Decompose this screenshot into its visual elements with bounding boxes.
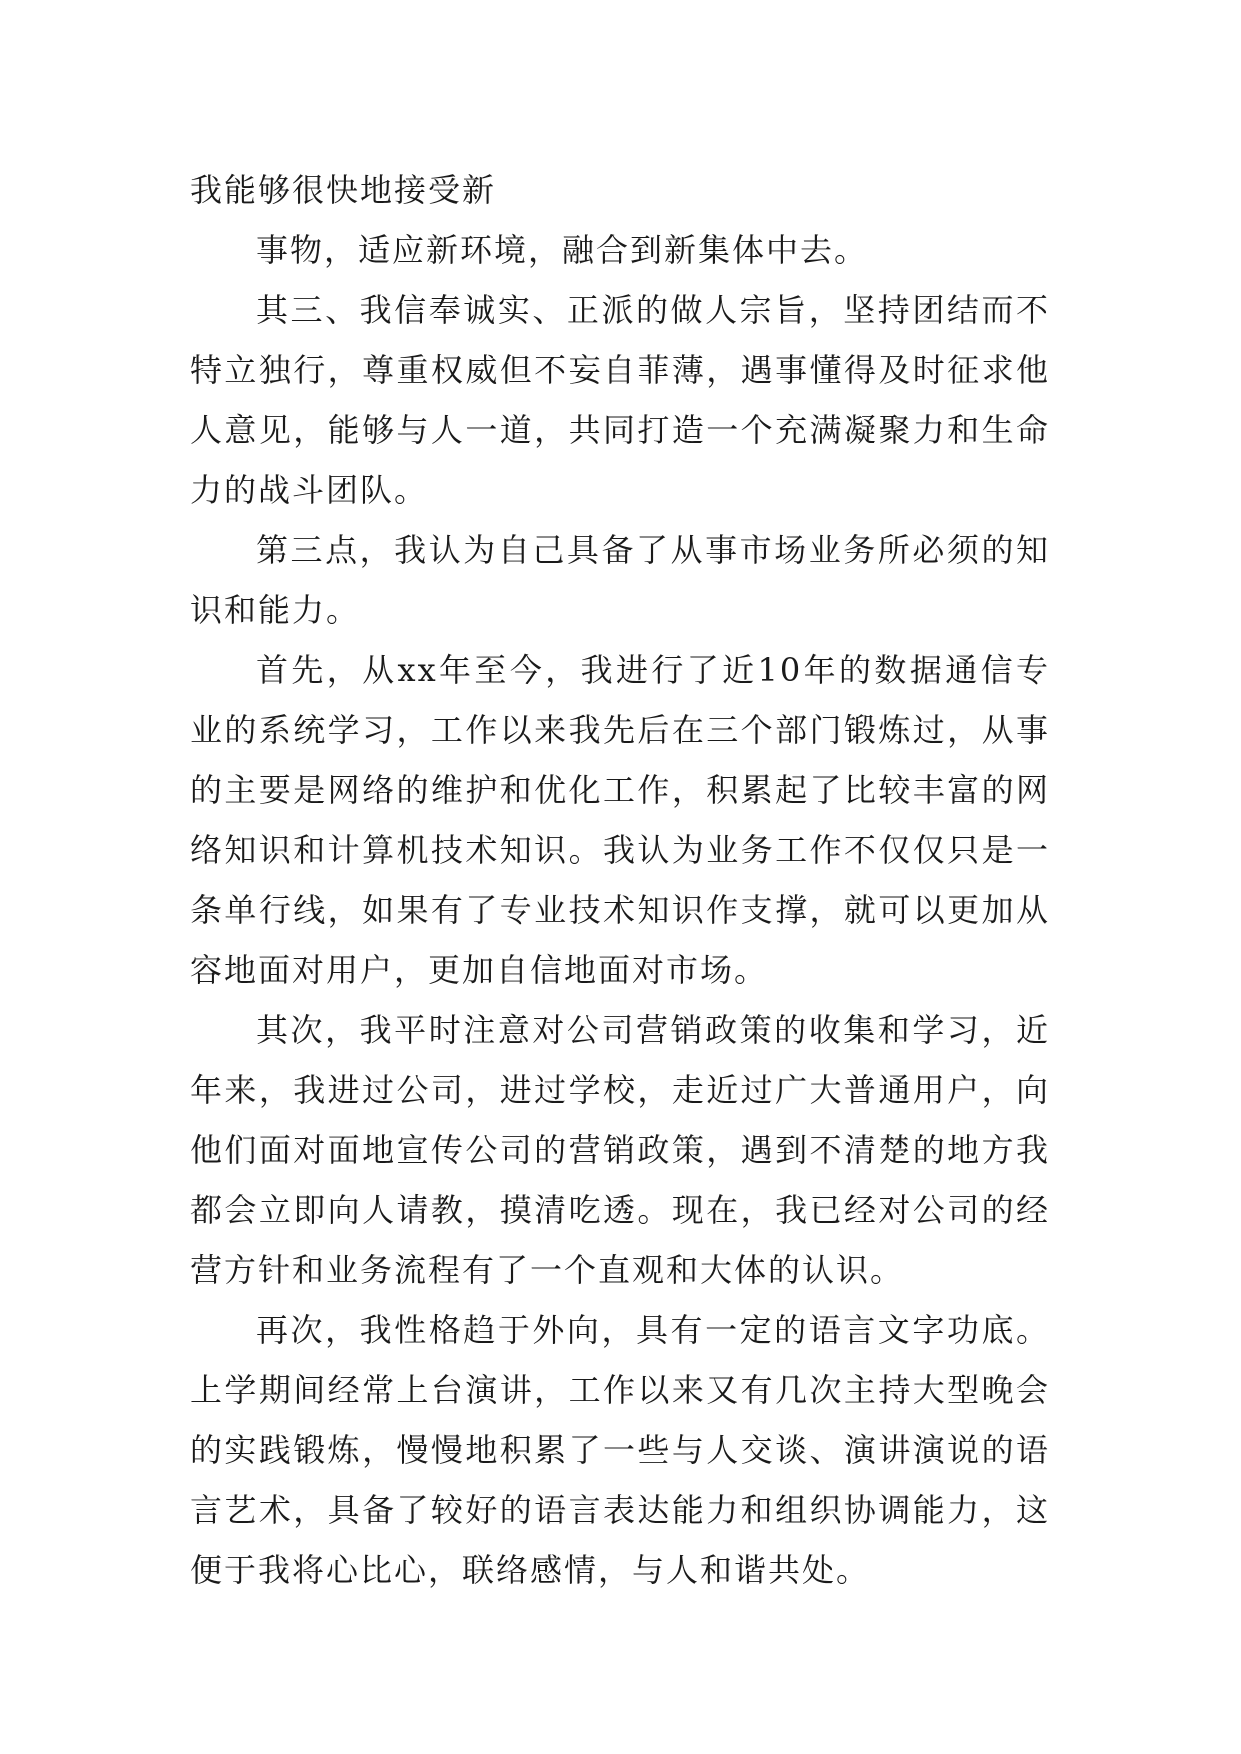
document-body	[190, 160, 1050, 1600]
paragraph-5: 首先，从xx年至今，我进行了近10年的数据通信专业的系统学习，工作以来我先后在三个部门锻炼过，从事的主要是网络的维护和优化工作，积累起了比较丰富的网络知识和计算机技术知识。我认为业务工作不仅仅只是一条单行线，如果有了专业技术知识作支撑，就可以更加从容地面对用户，更加自信地面对市场。	[190, 651, 1050, 989]
paragraph-6: 其次，我平时注意对公司营销政策的收集和学习，近年来，我进过公司，进过学校，走近过广大普通用户，向他们面对面地宣传公司的营销政策，遇到不清楚的地方我都会立即向人请教，摸清吃透。现在，我已经对公司的经营方针和业务流程有了一个直观和大体的认识。	[190, 1011, 1050, 1289]
paragraph-4: 第三点，我认为自己具备了从事市场业务所必须的知识和能力。	[190, 531, 1050, 629]
paragraph-3: 其三、我信奉诚实、正派的做人宗旨，坚持团结而不特立独行，尊重权威但不妄自菲薄，遇事懂得及时征求他人意见，能够与人一道，共同打造一个充满凝聚力和生命力的战斗团队。	[190, 291, 1050, 509]
paragraph-1: 我能够很快地接受新	[190, 171, 497, 209]
paragraph-2: 事物，适应新环境，融合到新集体中去。	[256, 231, 869, 269]
paragraph-7: 再次，我性格趋于外向，具有一定的语言文字功底。上学期间经常上台演讲，工作以来又有几次主持大型晚会的实践锻炼，慢慢地积累了一些与人交谈、演讲演说的语言艺术，具备了较好的语言表达能力和组织协调能力，这便于我将心比心，联络感情，与人和谐共处。	[190, 1311, 1050, 1589]
